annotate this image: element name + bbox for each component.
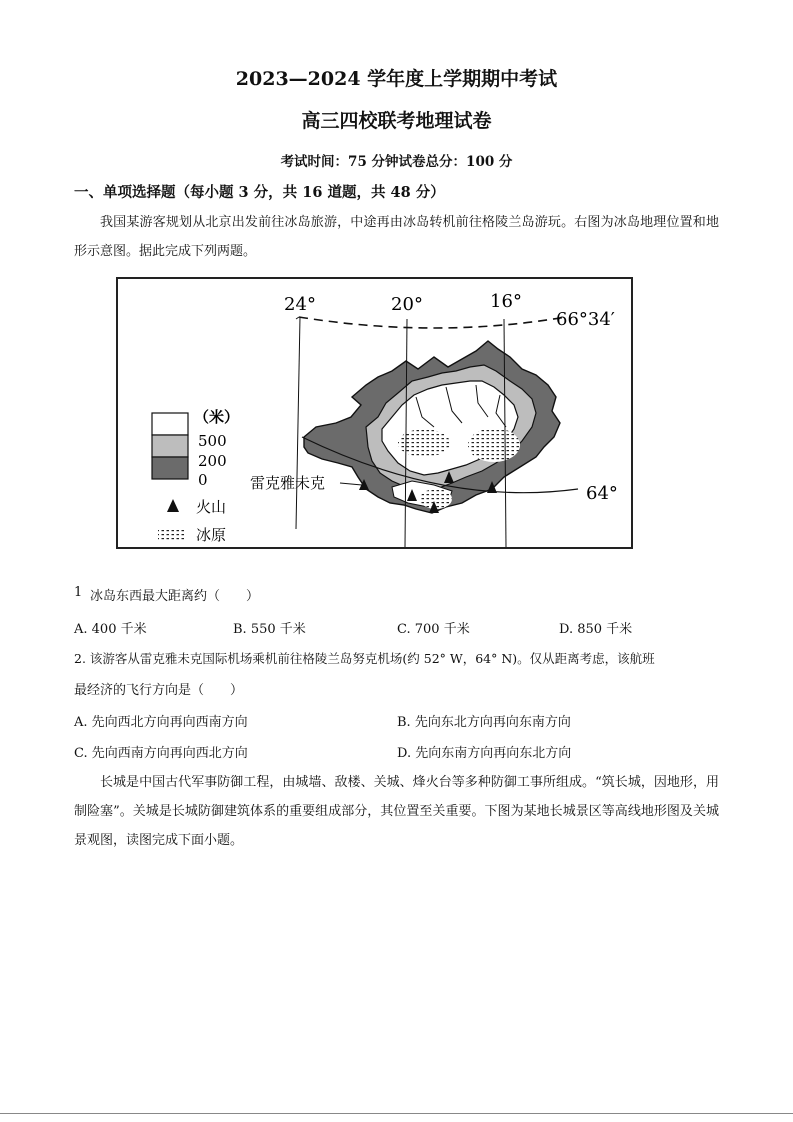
q1-stem: 冰岛东西最大距离约（ ） — [90, 589, 260, 604]
legend-value-200: 200 — [198, 452, 227, 470]
exam-info: 考试时间：75 分钟试卷总分：100 分 — [280, 154, 513, 170]
legend-unit: （米） — [194, 408, 240, 426]
q1-option-d: D. 850 千米 — [559, 622, 633, 637]
legend-glacier-icon — [158, 529, 186, 541]
lat-label-64: 64° — [586, 483, 618, 504]
q2-option-a: A. 先向西北方向再向西南方向 — [74, 715, 248, 730]
q2-option-c: C. 先向西南方向再向西北方向 — [74, 746, 248, 761]
city-label-reykjavik: 雷克雅未克 — [250, 474, 326, 492]
lon-label-20: 20° — [391, 294, 423, 315]
q1-option-b: B. 550 千米 — [233, 622, 306, 637]
q2-stem-line1: 2. 该游客从雷克雅未克国际机场乘机前往格陵兰岛努克机场(约 52° W，64° N)。仅从距离考虑，该航班 — [74, 651, 655, 666]
legend-volcano-label: 火山 — [196, 498, 227, 516]
passage-great-wall: 长城是中国古代军事防御工程，由城墙、敌楼、关城、烽火台等多种防御工事所组成。“筑长城，因地形，用制险塞”。关城是长城防御建筑体系的重要组成部分，其位置至关重要。下图为某地长城景区等高线地形图及关城景观图，读图完成下面小题。 — [74, 775, 719, 848]
q1-number: 1 — [74, 585, 83, 600]
lon-label-16: 16° — [490, 291, 522, 312]
q2-stem-line2: 最经济的飞行方向是（ ） — [74, 683, 244, 698]
legend-value-0: 0 — [198, 471, 208, 489]
page-bottom-rule — [0, 1113, 793, 1114]
legend-swatch-mid — [152, 435, 188, 457]
q1-option-a: A. 400 千米 — [74, 622, 147, 637]
legend-swatch-high — [152, 413, 188, 435]
lat-label-66-34: 66°34′ — [556, 309, 615, 330]
exam-subtitle: 高三四校联考地理试卷 — [301, 110, 492, 132]
iceland-map — [116, 277, 633, 549]
passage-iceland: 我国某游客规划从北京出发前往冰岛旅游，中途再由冰岛转机前往格陵兰岛游玩。右图为冰岛地理位置和地形示意图。据此完成下列两题。 — [74, 215, 719, 259]
section-heading: 一、单项选择题（每小题 3 分，共 16 道题，共 48 分） — [74, 184, 445, 201]
q2-option-d: D. 先向东南方向再向东北方向 — [397, 746, 572, 761]
lon-label-24: 24° — [284, 294, 316, 315]
glacier-east — [468, 428, 520, 462]
legend-value-500: 500 — [198, 432, 227, 450]
exam-title: 2023—2024 学年度上学期期中考试 — [235, 68, 558, 90]
legend-swatch-low — [152, 457, 188, 479]
legend-glacier-label: 冰原 — [196, 526, 227, 544]
q1-option-c: C. 700 千米 — [397, 622, 470, 637]
q2-option-b: B. 先向东北方向再向东南方向 — [397, 715, 571, 730]
